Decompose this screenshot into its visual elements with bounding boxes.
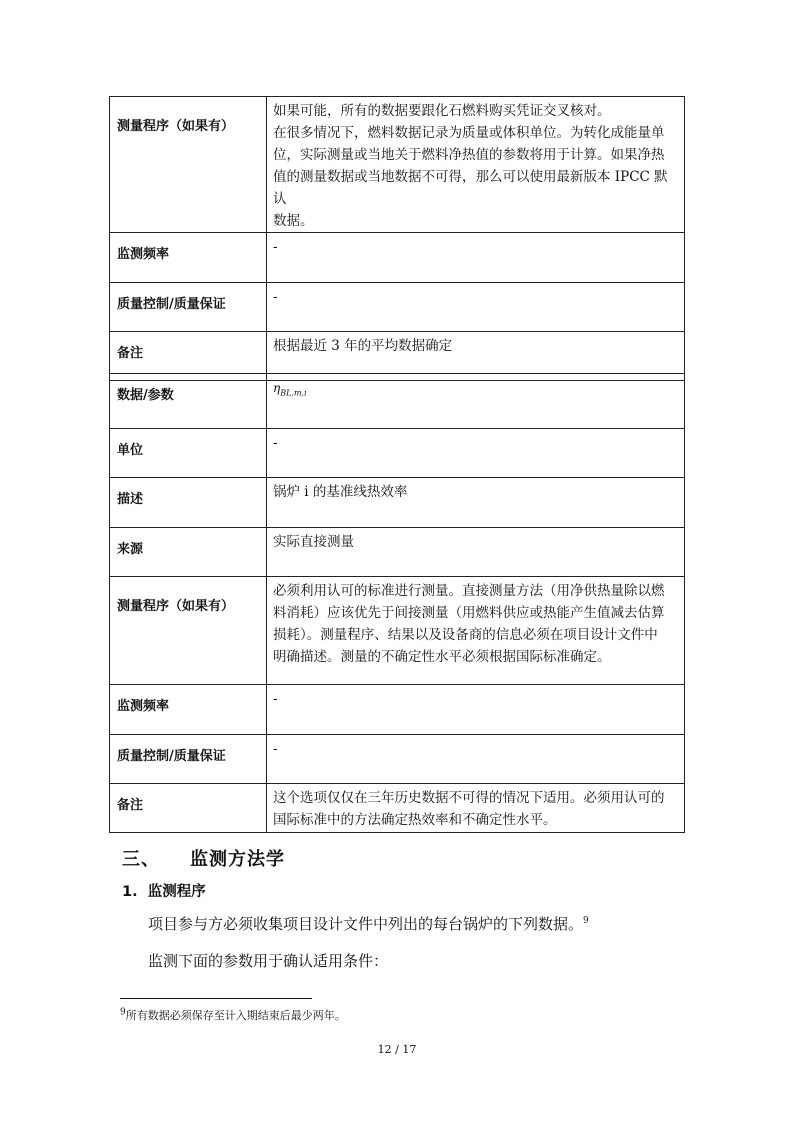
footnote-reference[interactable]: 9 bbox=[583, 916, 589, 926]
text-line: 位，实际测量或当地关于燃料净热值的参数将用于计算。如果净热 bbox=[273, 147, 665, 163]
page-number: 12 / 17 bbox=[377, 1043, 417, 1056]
row-value: - bbox=[267, 429, 685, 478]
row-label: 备注 bbox=[110, 332, 267, 381]
text-line: 国际标准中的方法确定热效率和不确定性水平。 bbox=[273, 812, 557, 828]
text-line: 在很多情况下，燃料数据记录为质量或体积单位。为转化成能量单 bbox=[273, 125, 665, 141]
text-line: 如果可能，所有的数据要跟化石燃料购买凭证交叉核对。 bbox=[273, 103, 611, 119]
parameter-symbol: $\eta_{BL,m,i}$ bbox=[267, 374, 685, 429]
row-value bbox=[267, 784, 685, 833]
row-value: - bbox=[267, 735, 685, 784]
row-value: - bbox=[267, 283, 685, 332]
row-label: 质量控制/质量保证 bbox=[110, 283, 267, 332]
row-label: 质量控制/质量保证 bbox=[110, 735, 267, 784]
section-number: 三、 bbox=[122, 849, 160, 870]
row-value bbox=[267, 577, 685, 685]
row-label: 测量程序（如果有） bbox=[110, 577, 267, 685]
row-value bbox=[267, 97, 685, 233]
text-line: 损耗）。测量程序、结果以及设备商的信息必须在项目设计文件中 bbox=[273, 627, 658, 643]
footnote-divider bbox=[120, 998, 312, 999]
row-label: 监测频率 bbox=[110, 233, 267, 283]
row-label: 单位 bbox=[110, 429, 267, 478]
paragraph: 监测下面的参数用于确认适用条件： bbox=[148, 952, 389, 970]
row-value: - bbox=[267, 685, 685, 735]
row-value: - bbox=[267, 233, 685, 283]
row-value: 实际直接测量 bbox=[267, 528, 685, 577]
text-line: 必须利用认可的标准进行测量。直接测量方法（用净供热量除以燃 bbox=[273, 583, 665, 599]
text-line: 值的测量数据或当地数据不可得，那么可以使用最新版本 IPCC 默认 bbox=[273, 169, 668, 207]
row-label: 描述 bbox=[110, 478, 267, 528]
row-label: 测量程序（如果有） bbox=[110, 97, 267, 233]
section-heading bbox=[122, 845, 285, 871]
subsection-number: 1. bbox=[122, 884, 138, 900]
parameter-table-2 bbox=[109, 373, 685, 833]
row-value: 锅炉 i 的基准线热效率 bbox=[267, 478, 685, 528]
text-line: 明确描述。测量的不确定性水平必须根据国际标准确定。 bbox=[273, 649, 611, 665]
parameter-table-1 bbox=[109, 96, 685, 381]
subsection-heading bbox=[122, 880, 206, 901]
text-line: 这个选项仅仅在三年历史数据不可得的情况下适用。必须用认可的 bbox=[273, 790, 665, 806]
row-label: 来源 bbox=[110, 528, 267, 577]
text-line: 数据。 bbox=[273, 213, 314, 229]
row-label: 数据/参数 bbox=[110, 374, 267, 429]
row-value: 根据最近 3 年的平均数据确定 bbox=[267, 332, 685, 381]
footnote: $^9$所有数据必须保存至计入期结束后最少两年。 bbox=[120, 1007, 346, 1022]
row-label: 监测频率 bbox=[110, 685, 267, 735]
subsection-title: 监测程序 bbox=[147, 884, 206, 900]
row-label: 备注 bbox=[110, 784, 267, 833]
text-line: 料消耗）应该优先于间接测量（用燃料供应或热能产生值减去估算 bbox=[273, 605, 665, 621]
section-title: 监测方法学 bbox=[190, 849, 285, 870]
footnote-marker: 9 bbox=[120, 1007, 126, 1018]
paragraph: 项目参与方必须收集项目设计文件中列出的每台锅炉的下列数据。$^9$ bbox=[148, 915, 589, 933]
